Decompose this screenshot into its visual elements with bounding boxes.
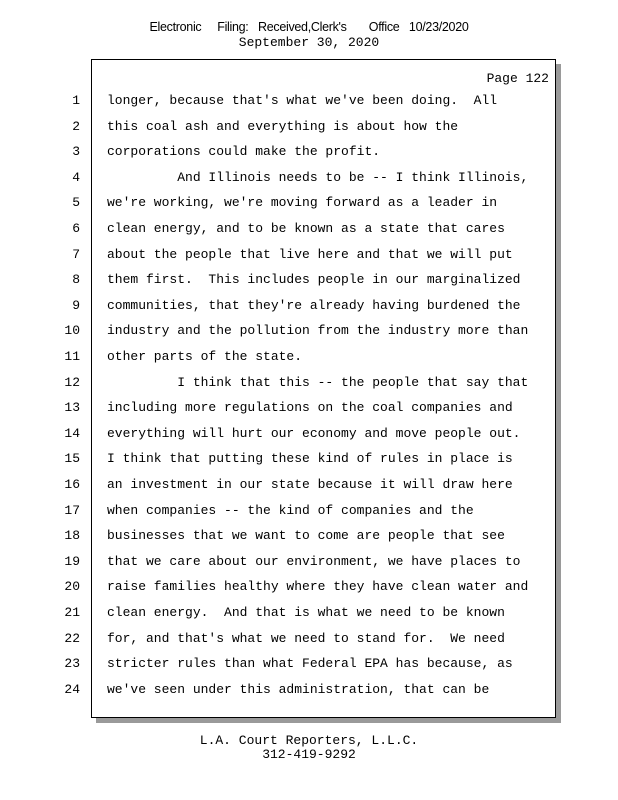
filing-stamp: Electronic Filing: Received,Clerk's Office 10/23/2020	[149, 20, 469, 34]
line-text: And Illinois needs to be -- I think Illinois,	[107, 169, 529, 185]
line-text: stricter rules than what Federal EPA has because, as	[107, 656, 513, 672]
line-text: communities, that they're already having burdened the	[107, 297, 521, 313]
line-number: 16	[64, 477, 80, 492]
line-number: 20	[64, 579, 80, 595]
transcript-line	[64, 400, 555, 422]
line-number: 19	[64, 553, 80, 569]
line-number: 7	[72, 246, 80, 262]
line-text: clean energy, and to be known as a state that cares	[107, 221, 505, 236]
transcript-line	[64, 605, 555, 627]
line-number: 17	[64, 502, 80, 518]
line-number: 6	[72, 221, 80, 236]
transcript-line	[72, 195, 555, 217]
line-text: an investment in our state because it will draw here	[107, 477, 513, 492]
transcript-line	[64, 681, 555, 704]
line-number: 15	[64, 451, 80, 467]
line-number: 8	[72, 272, 80, 288]
transcript-line	[72, 297, 555, 320]
line-text: businesses that we want to come are people that see	[107, 528, 505, 544]
line-number: 21	[64, 605, 80, 620]
transcript-line	[64, 656, 555, 678]
line-number: 2	[72, 118, 80, 134]
transcript-line	[64, 553, 555, 576]
transcript-line	[64, 374, 555, 397]
line-text: raise families healthy where they have clean water and	[107, 579, 529, 595]
line-number: 1	[72, 93, 80, 108]
line-number: 24	[64, 681, 80, 697]
line-text: other parts of the state.	[107, 349, 303, 364]
line-text: including more regulations on the coal companies and	[107, 400, 513, 416]
line-text: this coal ash and everything is about how the	[107, 118, 459, 134]
line-text: I think that this -- the people that say that	[107, 374, 529, 390]
transcript-line	[64, 630, 555, 653]
transcript-line	[72, 272, 555, 294]
line-number: 12	[64, 374, 80, 390]
line-number: 18	[64, 528, 80, 544]
transcript-page	[64, 59, 556, 718]
line-text: that we care about our environment, we have places to	[107, 553, 521, 569]
transcript-line	[64, 502, 555, 525]
line-number: 10	[64, 323, 80, 339]
line-number: 14	[64, 425, 80, 441]
line-text: longer, because that's what we've been doing. All	[107, 93, 498, 108]
line-text: we're working, we're moving forward as a leader in	[107, 195, 498, 211]
transcript-line	[72, 144, 555, 166]
line-number: 22	[64, 630, 80, 646]
line-text: I think that putting these kind of rules in place is	[107, 451, 513, 467]
transcript-line	[64, 477, 555, 499]
reporter-phone: 312-419-9292	[262, 747, 356, 762]
line-number: 4	[72, 169, 80, 185]
line-number: 13	[64, 400, 80, 416]
line-text: everything will hurt our economy and move people out.	[107, 425, 521, 441]
transcript-line	[64, 579, 555, 601]
line-text: them first. This includes people in our marginalized	[107, 272, 521, 288]
line-text: we've seen under this administration, that can be	[107, 681, 490, 697]
line-text: corporations could make the profit.	[107, 144, 381, 160]
line-number: 3	[72, 144, 80, 160]
transcript-line	[72, 118, 555, 141]
transcript-line	[64, 425, 555, 448]
reporter-company: L.A. Court Reporters, L.L.C.	[199, 733, 419, 748]
line-number: 5	[72, 195, 80, 211]
transcript-line	[72, 169, 555, 192]
line-text: about the people that live here and that we will put	[107, 246, 513, 262]
transcript-line	[64, 451, 555, 473]
transcript-line	[72, 93, 555, 115]
line-text: clean energy. And that is what we need to be known	[107, 605, 505, 620]
line-text: when companies -- the kind of companies and the	[107, 502, 474, 518]
page-number: Page 122	[486, 71, 549, 86]
transcript-line	[72, 221, 555, 243]
transcript-line	[64, 323, 555, 345]
line-number: 9	[72, 297, 80, 313]
transcript-line	[64, 528, 555, 550]
line-number: 23	[64, 656, 80, 672]
line-number: 11	[64, 349, 80, 364]
transcript-line	[72, 246, 555, 269]
transcript-line	[64, 349, 555, 371]
line-text: industry and the pollution from the industry more than	[107, 323, 529, 339]
transcript-date: September 30, 2020	[238, 35, 380, 50]
line-text: for, and that's what we need to stand for. We need	[107, 630, 505, 646]
